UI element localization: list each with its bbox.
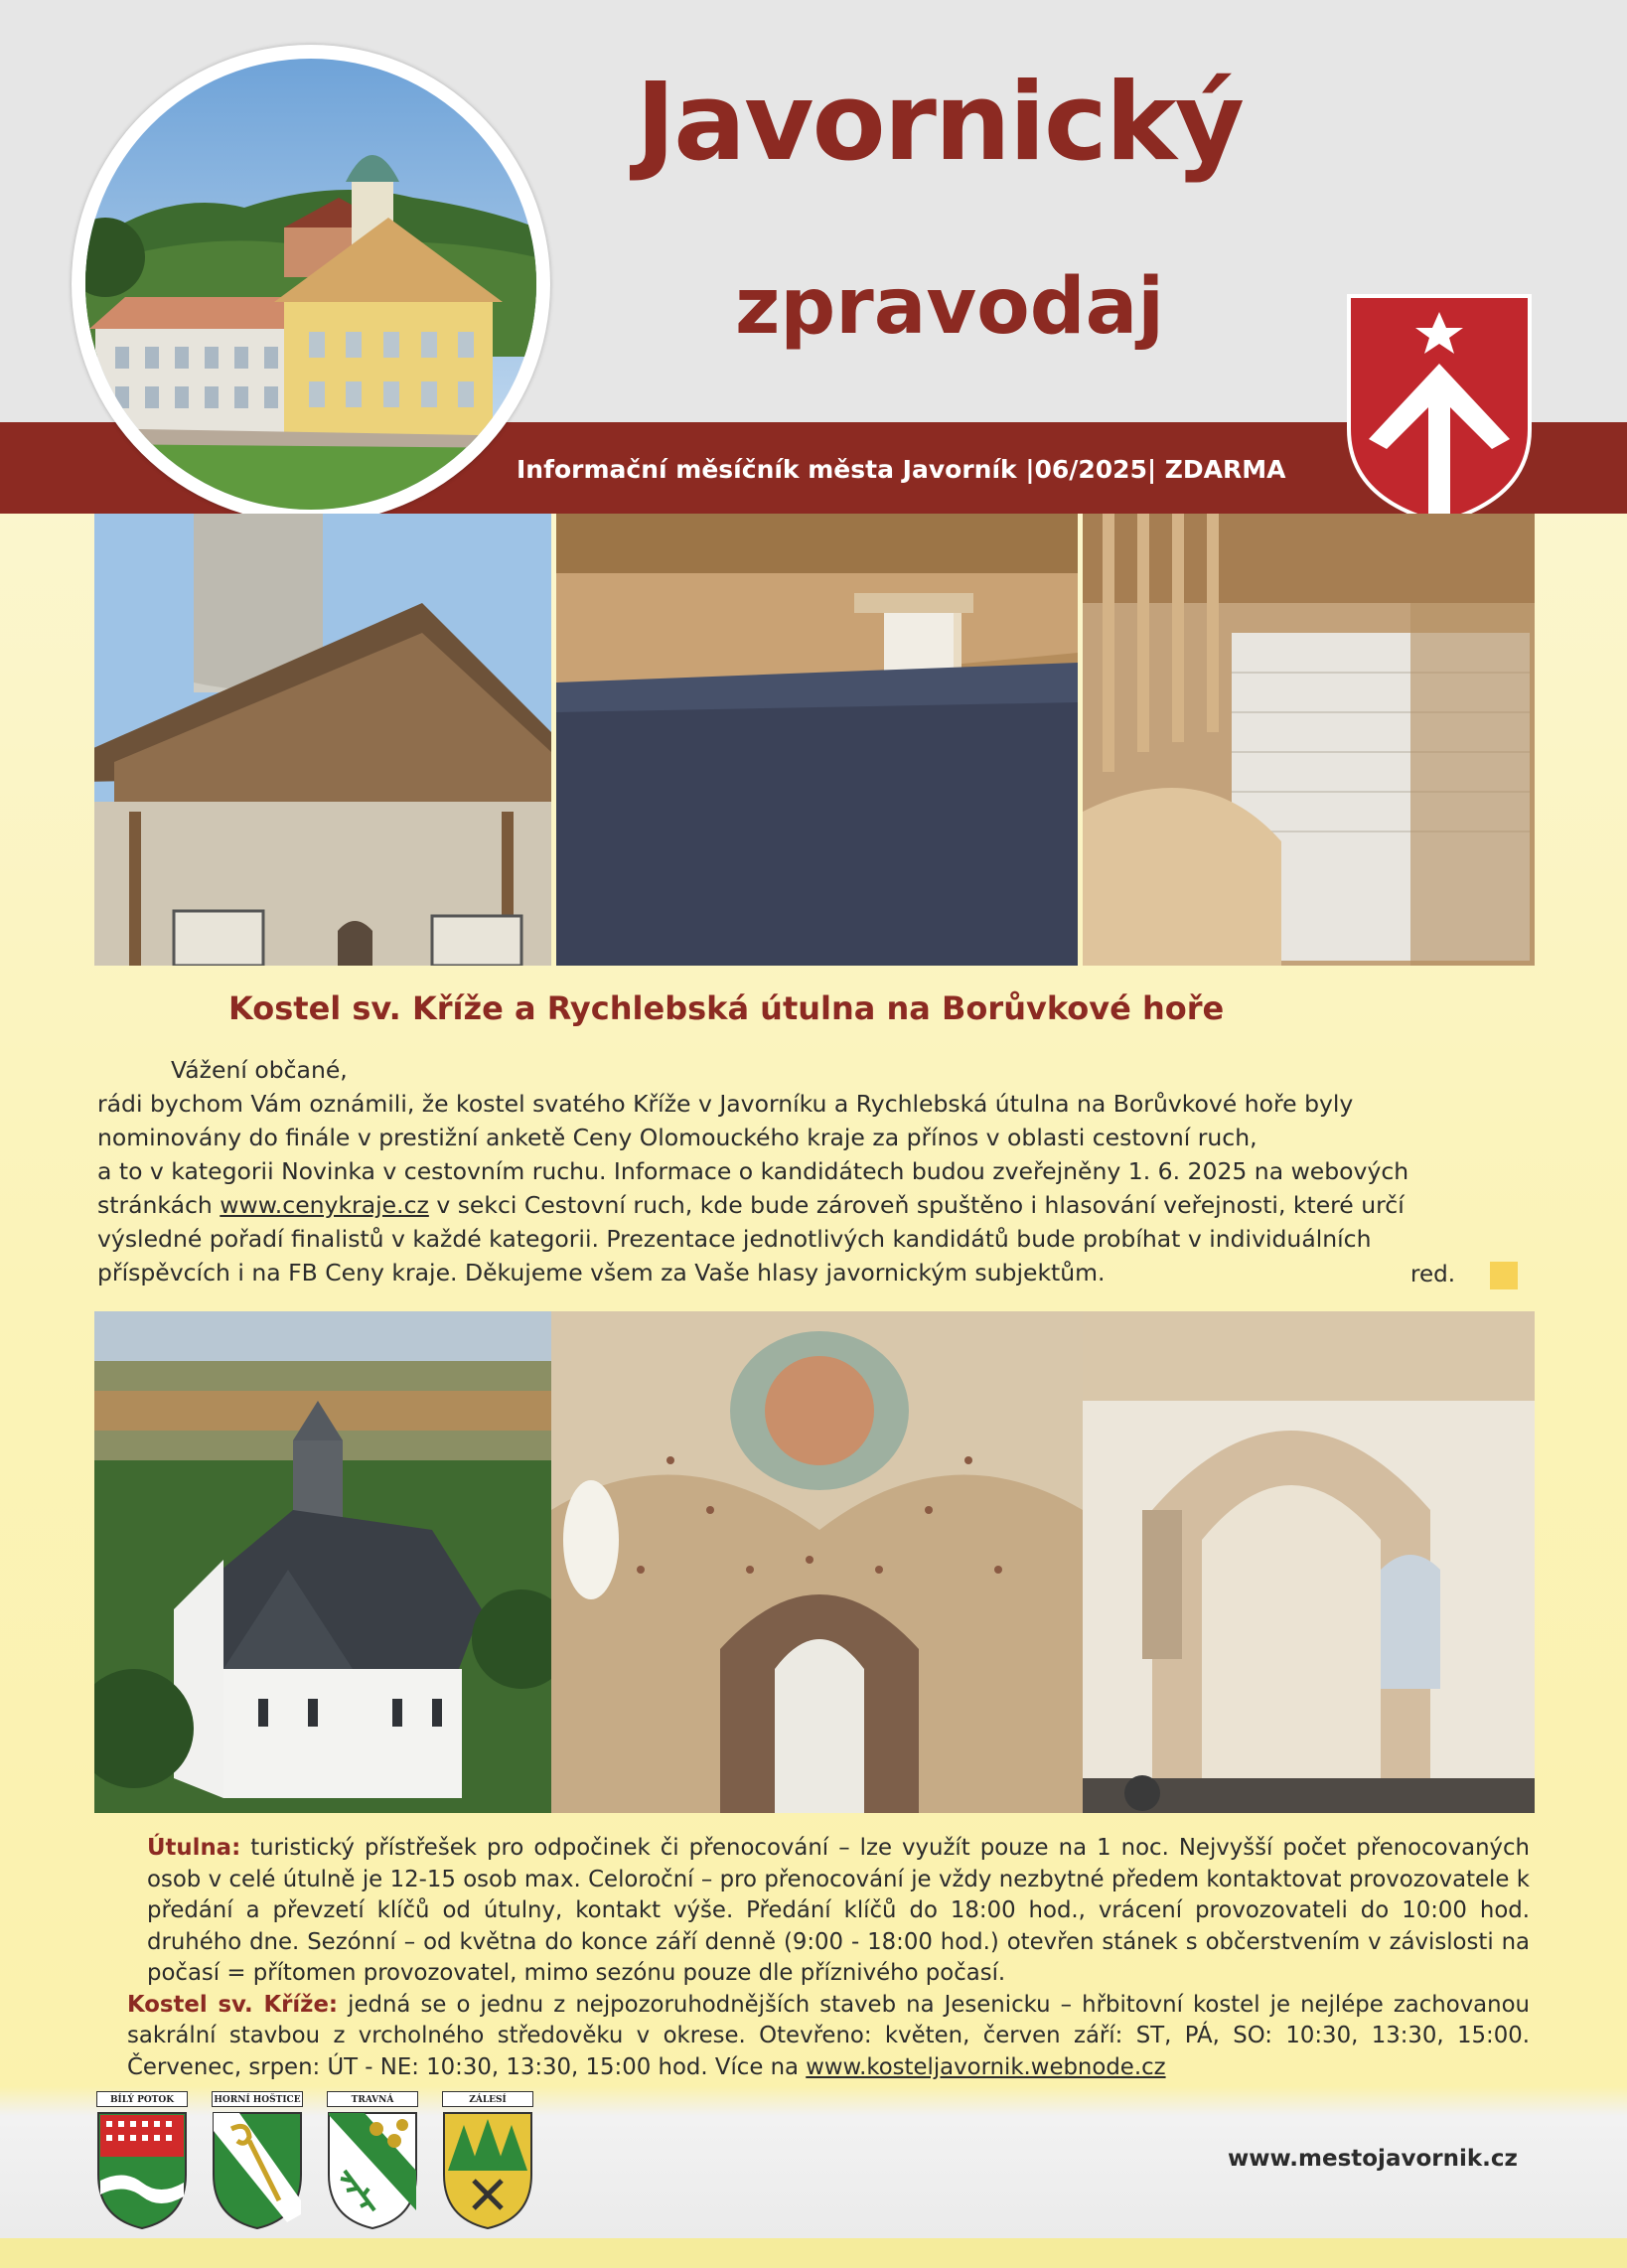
utulna-text: turistický přístřešek pro odpočinek či přenocování – lze využít pouze na 1 noc. Nejvyšší počet přenocovaných osob v celé útulně je 12-15 osob max. Celoroční – pro přenocování je vždy nezbytné předem kontaktovat provozovatele k předání a převzetí klíčů od útulny, kontakt výše. Předání klíčů do 18:00 hod., vrácení provozovateli do 10:00 hod. druhého dne. Sezónní – od května do konce září denně (9:00 - 18:00 hod.) otevřen stánek s občerstvením v závislosti na počasí = přítomen provozovatel, mimo sezónu pouze dle příznivého počasí. xyxy=(147,1835,1530,1986)
article-line: rádi bychom Vám oznámili, že kostel svatého Kříže v Javorníku a Rychlebská útulna na Borůvkové hoře byly xyxy=(97,1090,1354,1118)
issue-info: Informační měsíčník města Javorník |06/2025| ZDARMA xyxy=(517,455,1286,484)
cenykraje-link[interactable]: www.cenykraje.cz xyxy=(220,1191,429,1219)
article-end-marker xyxy=(1490,1262,1518,1289)
article-line-with-link xyxy=(97,1188,1508,1222)
kostel-paragraph xyxy=(97,1990,1530,2084)
bily-potok-crest-icon xyxy=(94,2111,190,2230)
kosteljavornik-link[interactable]: www.kosteljavornik.webnode.cz xyxy=(806,2053,1166,2080)
article-line: nominovány do finále v prestižní anketě Ceny Olomouckého kraje za přínos v oblasti cestovní ruch, xyxy=(97,1124,1257,1151)
bottom-stripe xyxy=(0,2238,1627,2268)
newsletter-subtitle: zpravodaj xyxy=(735,262,1164,352)
kostel-text: jedná se o jednu z nejpozoruhodnějších staveb na Jesenicku – hřbitovní kostel je nejlépe zachovanou sakrální stavbou z vrcholného středověku v okrese. Otevřeno: květen, červen září: ST, PÁ, SO: 10:30, 13:30, 15:00. Červenec, srpen: ÚT - NE: 10:30, 13:30, 15:00 hod. Více na xyxy=(127,1991,1530,2080)
village-name: ZÁLESÍ xyxy=(442,2091,533,2107)
javornik-coat-of-arms xyxy=(1343,290,1536,529)
village-name: TRAVNÁ xyxy=(327,2091,418,2107)
village-name: BÍLÝ POTOK xyxy=(96,2091,188,2107)
travna-crest-icon xyxy=(325,2111,420,2230)
photo-church-interior-arch xyxy=(1083,1311,1535,1813)
photo-church-aerial xyxy=(94,1311,551,1813)
newsletter-title: Javornický xyxy=(636,61,1244,185)
photo-shelter-attic xyxy=(556,514,1078,966)
photo-shelter-staircase xyxy=(1083,514,1535,966)
village-crest-bily-potok xyxy=(94,2091,190,2230)
town-photo-circle xyxy=(72,45,550,524)
article-line: příspěvcích i na FB Ceny kraje. Děkujeme všem za Vaše hlasy javornickým subjektům. xyxy=(97,1259,1106,1286)
photo-church-frescoes-vault xyxy=(551,1311,1083,1813)
article-signature: red. xyxy=(1410,1262,1456,1287)
village-crest-zalesi xyxy=(440,2091,535,2230)
article-line: výsledné pořadí finalistů v každé kategorii. Prezentace jednotlivých kandidátů bude probíhat v individuálních xyxy=(97,1225,1372,1253)
utulna-paragraph xyxy=(97,1833,1530,1990)
photo-lookout-tower-shelter xyxy=(94,514,551,966)
utulna-label: Útulna: xyxy=(147,1835,241,1861)
article-title: Kostel sv. Kříže a Rychlebská útulna na Borůvkové hoře xyxy=(228,989,1225,1027)
coat-of-arms-icon xyxy=(1343,290,1536,529)
zalesi-crest-icon xyxy=(440,2111,535,2230)
article-greeting: Vážení občané, xyxy=(171,1056,348,1084)
village-crest-horni-hostice xyxy=(210,2091,305,2230)
town-website-link[interactable]: www.mestojavornik.cz xyxy=(1228,2146,1518,2172)
village-name: HORNÍ HOŠTICE xyxy=(212,2091,303,2107)
article-text: stránkách xyxy=(97,1191,221,1219)
article-line: a to v kategorii Novinka v cestovním ruchu. Informace o kandidátech budou zveřejněny 1. 6. 2025 na webových xyxy=(97,1157,1409,1185)
kostel-label: Kostel sv. Kříže: xyxy=(127,1991,339,2018)
horni-hostice-crest-icon xyxy=(210,2111,305,2230)
article-text: v sekci Cestovní ruch, kde bude zároveň spuštěno i hlasování veřejnosti, které určí xyxy=(428,1191,1405,1219)
town-photo xyxy=(85,59,536,510)
village-crest-travna xyxy=(325,2091,420,2230)
info-section xyxy=(97,1833,1530,2083)
article-body xyxy=(97,1053,1508,1289)
